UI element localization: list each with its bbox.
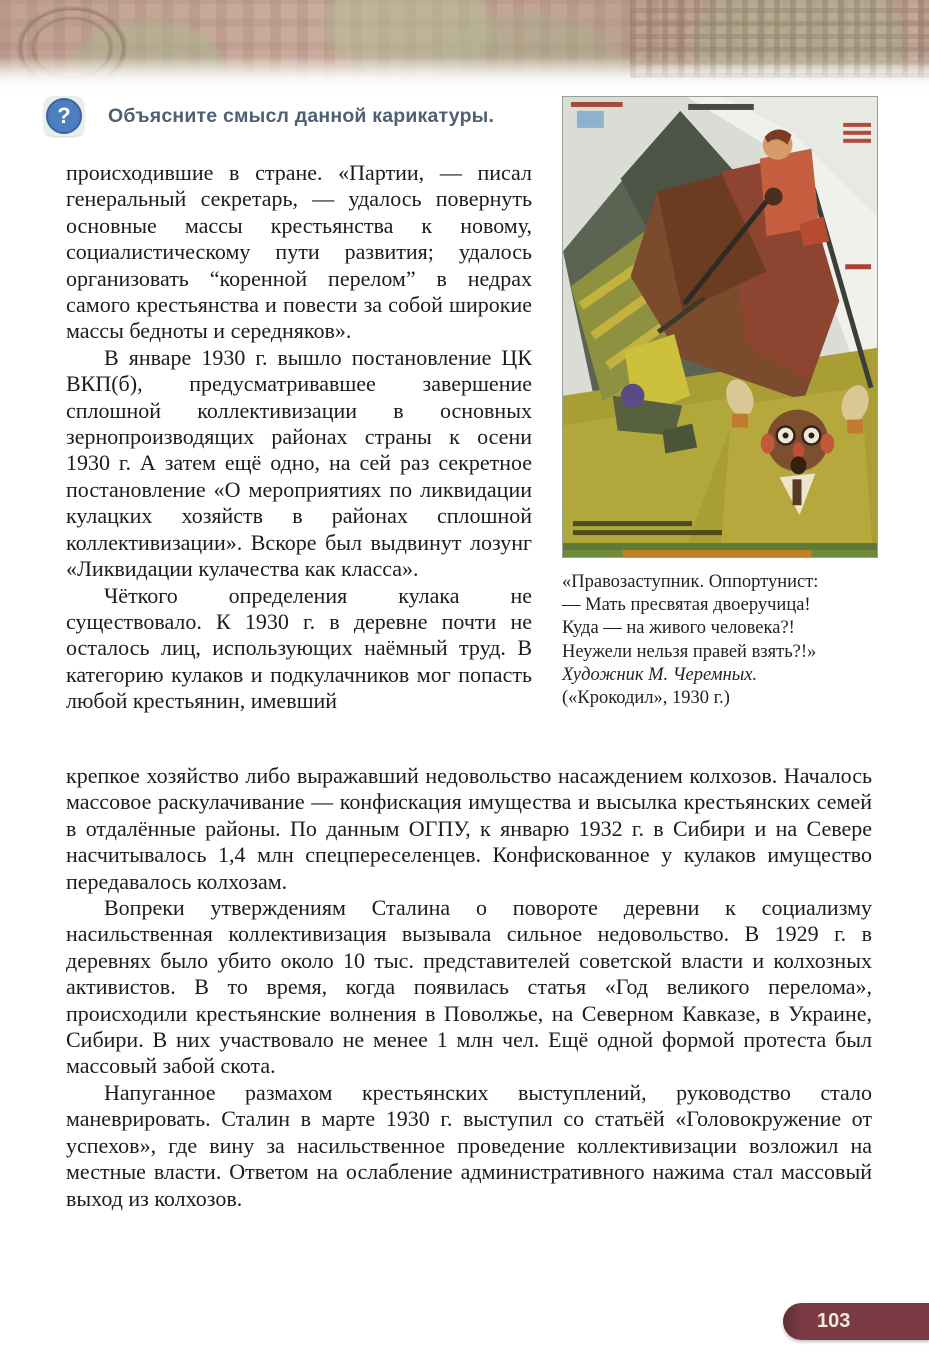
caricature-figure (562, 96, 878, 710)
paragraph-1: происходившие в стране. «Партии, — писал генеральный секретарь, — удалось повернуть основные массы крестьянства к новому, социалистическому пути развития; удалось организовать “коренной перелом” в недрах самого крестьянства и повести за собой широкие массы бедноты и середняков». (66, 160, 532, 344)
page-number-badge (783, 1303, 929, 1340)
caption-line: — Мать пресвятая двоеручица! (562, 595, 811, 616)
caption-source: («Крокодил», 1930 г.) (562, 688, 730, 709)
caption-line: «Правозаступник. Оппортунист: (562, 572, 819, 592)
header-collage-banner (0, 0, 929, 96)
question-icon-chip (44, 96, 84, 136)
question-row (44, 96, 494, 136)
page-number: 103 (817, 1310, 851, 1332)
paragraph-2: В январе 1930 г. вышло постановление ЦК ВКП(б), предусматривавшее завершение сплошной коллективизации в основных зернопроизводящих районах страны к осени 1930 г. А затем ещё одно, на сей раз секретное постановление «О мероприятиях по ликвидации кулацких хозяйств в районах сплошной коллективизации». Вскоре был выдвинут лозунг «Ликвидации кулачества как класса». (66, 344, 532, 582)
caricature-poster-image (562, 96, 878, 558)
caption-line: Куда — на живого человека?! (562, 618, 795, 639)
paragraph-3-continued: крепкое хозяйство либо выражавший недовольство насаждением колхозов. Началось массовое раскулачивание — конфискация имущества и высылка крестьянских семей в отдалённые районы. По данным ОГПУ, к январю 1932 г. в Сибири и на Севере насчитывалось 1,4 млн спецпереселенцев. Конфискованное у кулаков имущество передавалось колхозам. (66, 763, 872, 894)
full-width-text (66, 763, 872, 1212)
paragraph-5: Напуганное размахом крестьянских выступлений, руководство стало маневрировать. Сталин в марте 1930 г. выступил со статьёй «Головокружение от успехов», где вину за насильственное проведение коллективизации возложил на местные власти. Ответом на ослабление административного нажима стал массовый выход из колхозов. (66, 1079, 872, 1211)
caption-line: Неужели нельзя правей взять?!» (562, 641, 817, 662)
paragraph-3-left: Чёткого определения кулака не существовало. К 1930 г. в деревне почти не осталось лиц, использующих наёмный труд. В категорию кулаков и подкулачников мог попасть любой крестьянин, имевший (66, 582, 532, 714)
figure-caption (562, 571, 878, 710)
banner-bottom-fade (0, 58, 929, 96)
poster-frightened-man (720, 375, 873, 557)
question-label: Объясните смысл данной карикатуры. (108, 104, 495, 127)
paragraph-4: Вопреки утверждениям Сталина о повороте деревни к социализму насильственная коллективизация вызывала сильное недовольство. В 1929 г. в деревнях было убито около 10 тыс. представителей советской власти и колхозных активистов. В то время, когда появилась статья «Год великого перелома», происходили крестьянские волнения в Поволжье, на Северном Кавказе, в Украине, Сибири. В них участвовало не менее 1 млн чел. Ещё одной формой протеста был массовый забой скота. (66, 895, 872, 1079)
left-text-column (66, 160, 532, 715)
question-mark-icon: ? (46, 98, 82, 134)
caption-artist: Художник М. Черемных. (562, 664, 758, 685)
